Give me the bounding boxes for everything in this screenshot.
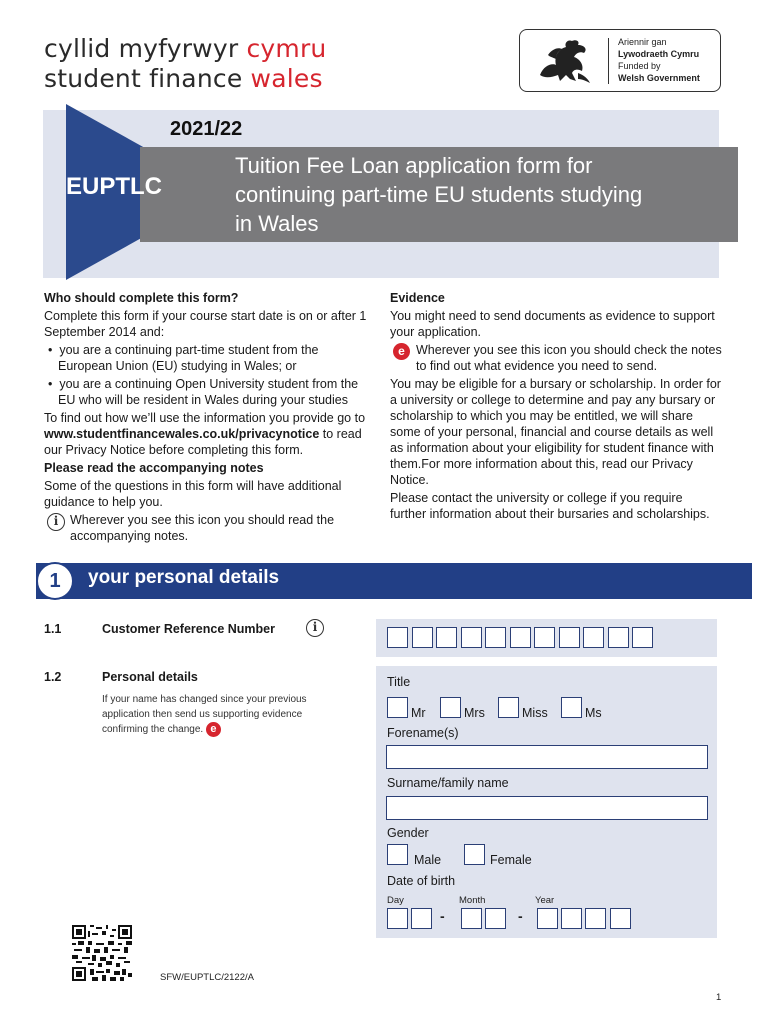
bullet-1-text: you are a continuing part-time student from the European Union (EU) studying in Wales; or: [58, 343, 319, 373]
page-number: 1: [716, 992, 722, 1003]
evidence-icon-note-text: Wherever you see this icon you should check the notes to find out what evidence you need to send.: [416, 343, 722, 373]
academic-year: 2021/22: [170, 118, 243, 140]
title-mrs-checkbox[interactable]: [440, 697, 461, 718]
logo-accent-welsh: cymru: [246, 34, 327, 63]
evidence-icon: e: [393, 343, 410, 360]
title-ms-label: Ms: [585, 706, 602, 720]
dob-month-box-2[interactable]: [485, 908, 506, 929]
logo-text-english: student finance: [44, 64, 251, 93]
intro-right-column: [390, 290, 722, 524]
privacy-paragraph: [44, 410, 374, 458]
intro-left-column: [44, 290, 374, 546]
name-change-help-text: If your name has changed since your previous application then send us supporting evidence confirming the change.: [102, 694, 307, 736]
question-1-2-label: Personal details: [102, 670, 198, 684]
gender-label: Gender: [387, 826, 429, 840]
dob-year-label: Year: [535, 895, 555, 906]
badge-divider: [608, 38, 609, 84]
contact-text: Please contact the university or college if you require further information about their bursaries and scholarships.: [390, 491, 710, 521]
badge-line-3: Funded by: [618, 61, 661, 71]
who-heading: Who should complete this form?: [44, 291, 239, 305]
badge-line-4: Welsh Government: [618, 73, 700, 83]
bullet-2-text: you are a continuing Open University student from the EU who will be resident in Wales during your studies: [58, 377, 359, 407]
logo-line-welsh: [44, 34, 326, 64]
qr-code: [72, 925, 132, 981]
dob-label: Date of birth: [387, 874, 456, 888]
info-icon-note-text: Wherever you see this icon you should read the accompanying notes.: [70, 513, 335, 543]
crn-digit-box[interactable]: [510, 627, 531, 648]
title-miss-label: Miss: [522, 706, 548, 720]
logo-accent-english: wales: [250, 64, 323, 93]
question-1-2-number: 1.2: [44, 670, 62, 684]
title-miss-checkbox[interactable]: [498, 697, 519, 718]
notes-heading: Please read the accompanying notes: [44, 461, 264, 475]
logo-line-english: [44, 64, 326, 94]
eligibility-bullet-2: • you are a continuing Open University student from the EU who will be resident in Wales during your studies: [48, 377, 359, 407]
crn-digit-box[interactable]: [387, 627, 408, 648]
gender-male-label: Male: [414, 853, 442, 867]
info-icon: i: [306, 619, 324, 637]
crn-digit-box[interactable]: [559, 627, 580, 648]
notes-text: Some of the questions in this form will have additional guidance to help you.: [44, 479, 342, 509]
logo-wordmark: [44, 34, 326, 94]
form-reference: SFW/EUPTLC/2122/A: [160, 972, 254, 983]
dob-separator-1: -: [440, 908, 445, 924]
evidence-heading: Evidence: [390, 291, 445, 305]
info-icon: i: [47, 513, 65, 531]
privacy-pre: To find out how we’ll use the information you provide go to: [44, 411, 366, 425]
title-mr-checkbox[interactable]: [387, 697, 408, 718]
badge-line-2: Lywodraeth Cymru: [618, 49, 700, 59]
bursary-text: You may be eligible for a bursary or scholarship. In order for a university or college to determine and pay any bursary or scholarship to which you may be entitled, we will share some of your personal, financial and course details as well as information about your eligibility for student finance with them.For more information about this, read our Privacy Notice.: [390, 377, 721, 487]
info-icon-note: [44, 512, 374, 544]
eligibility-bullet-1: • you are a continuing part-time student from the European Union (EU) studying in Wales; or: [48, 343, 319, 373]
logo-text-welsh: cyllid myfyrwyr: [44, 34, 247, 63]
evidence-icon: e: [206, 722, 221, 737]
dob-year-box-3[interactable]: [585, 908, 606, 929]
crn-digit-box[interactable]: [412, 627, 433, 648]
evidence-text: You might need to send documents as evidence to support your application.: [390, 309, 715, 339]
question-1-1-label: Customer Reference Number: [102, 622, 275, 636]
title-mrs-label: Mrs: [464, 706, 485, 720]
crn-digit-box[interactable]: [534, 627, 555, 648]
dob-day-box-2[interactable]: [411, 908, 432, 929]
dob-year-box-2[interactable]: [561, 908, 582, 929]
dob-day-label: Day: [387, 895, 404, 906]
crn-digit-box[interactable]: [461, 627, 482, 648]
welsh-government-badge: [519, 29, 721, 92]
surname-label: Surname/family name: [387, 776, 509, 790]
gender-male-checkbox[interactable]: [387, 844, 408, 865]
who-text: Complete this form if your course start date is on or after 1 September 2014 and:: [44, 309, 367, 339]
dragon-icon: [534, 35, 594, 87]
privacy-post: to read our Privacy Notice before completing this form.: [44, 427, 362, 457]
dob-year-box-4[interactable]: [610, 908, 631, 929]
forename-label: Forename(s): [387, 726, 459, 740]
question-1-1-number: 1.1: [44, 622, 62, 636]
section-title: your personal details: [88, 567, 280, 588]
dob-day-box-1[interactable]: [387, 908, 408, 929]
crn-digit-box[interactable]: [485, 627, 506, 648]
gender-female-label: Female: [490, 853, 532, 867]
title-label: Title: [387, 675, 411, 689]
form-title: Tuition Fee Loan application form for continuing part-time EU students studying in Wales: [235, 153, 643, 236]
name-change-help: [102, 692, 350, 737]
gender-female-checkbox[interactable]: [464, 844, 485, 865]
section-number: 1: [36, 562, 74, 600]
dob-month-box-1[interactable]: [461, 908, 482, 929]
privacy-link[interactable]: www.studentfinancewales.co.uk/privacynotice: [44, 427, 320, 441]
dob-separator-2: -: [518, 908, 523, 924]
title-mr-label: Mr: [411, 706, 426, 720]
title-ms-checkbox[interactable]: [561, 697, 582, 718]
surname-field[interactable]: [386, 796, 708, 820]
crn-digit-box[interactable]: [583, 627, 604, 648]
crn-digit-box[interactable]: [608, 627, 629, 648]
forename-field[interactable]: [386, 745, 708, 769]
dob-month-label: Month: [459, 895, 486, 906]
badge-line-1: Ariennir gan: [618, 37, 667, 47]
evidence-icon-note: [390, 342, 722, 374]
crn-digit-box[interactable]: [436, 627, 457, 648]
crn-digit-box[interactable]: [632, 627, 653, 648]
form-code: EUPTLC: [66, 173, 162, 200]
dob-year-box-1[interactable]: [537, 908, 558, 929]
badge-text: [618, 36, 700, 84]
